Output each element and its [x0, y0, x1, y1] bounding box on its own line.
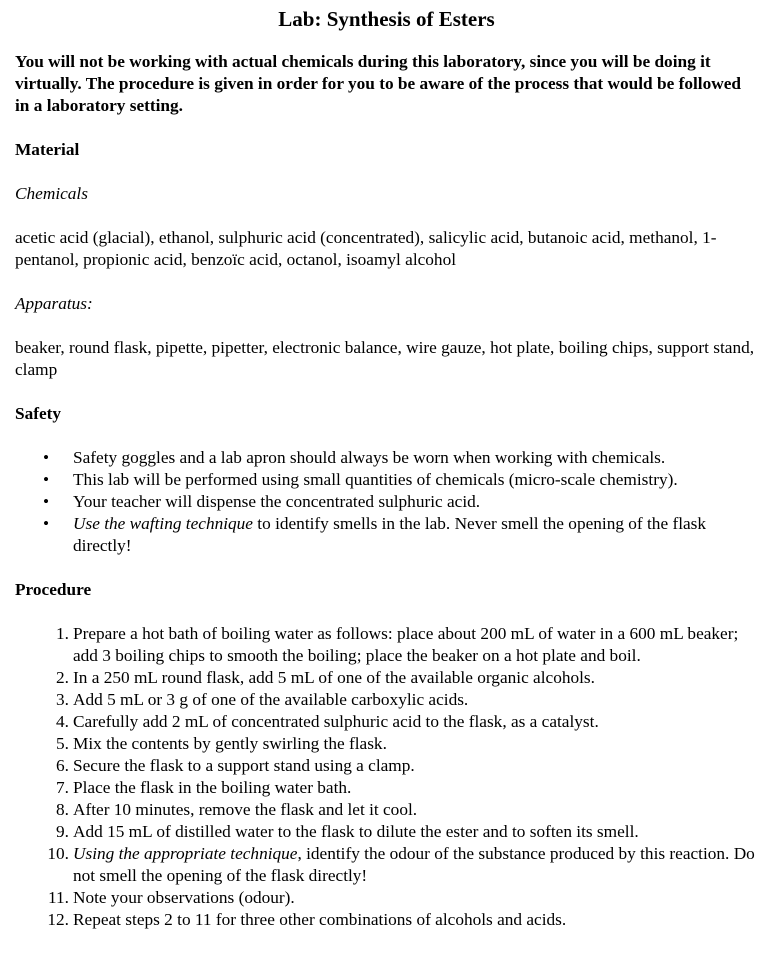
bullet: • [43, 470, 50, 489]
bullet: • [43, 448, 50, 467]
list-item [15, 491, 758, 513]
step-text: In a 250 mL round flask, add 5 mL of one of the available organic alcohols. [73, 668, 595, 687]
step-text: Secure the flask to a support stand using a clamp. [73, 756, 415, 775]
procedure-step [15, 909, 758, 931]
list-item [15, 447, 758, 469]
step-number: 11. [48, 888, 69, 907]
bullet: • [43, 492, 50, 511]
procedure-step [15, 887, 758, 909]
procedure-step [15, 667, 758, 689]
procedure-step [15, 777, 758, 799]
apparatus-heading: Apparatus: [15, 294, 93, 313]
step-text: Place the flask in the boiling water bath. [73, 778, 352, 797]
bullet: • [43, 514, 50, 533]
procedure-step [15, 711, 758, 733]
step-text: Prepare a hot bath of boiling water as follows: place about 200 mL of water in a 600 mL beaker; add 3 boiling chips to smooth the boiling; place the beaker on a hot plate and boil. [73, 624, 739, 665]
list-item [15, 513, 758, 557]
safety-item-emphasis: Use the wafting technique [73, 514, 253, 533]
step-text: Note your observations (odour). [73, 888, 295, 907]
step-number: 5. [56, 734, 69, 753]
step-number: 6. [56, 756, 69, 775]
step-number: 3. [56, 690, 69, 709]
step-number: 2. [56, 668, 69, 687]
step-number: 7. [56, 778, 69, 797]
safety-item-text: This lab will be performed using small quantities of chemicals (micro-scale chemistry). [73, 470, 678, 489]
step-number: 12. [47, 910, 69, 929]
procedure-step [15, 821, 758, 843]
step-text: Add 15 mL of distilled water to the flask to dilute the ester and to soften its smell. [73, 822, 639, 841]
safety-heading: Safety [15, 404, 62, 423]
step-number: 8. [56, 800, 69, 819]
step-text: Mix the contents by gently swirling the flask. [73, 734, 387, 753]
step-number: 9. [56, 822, 69, 841]
apparatus-list: beaker, round flask, pipette, pipetter, electronic balance, wire gauze, hot plate, boiling chips, support stand, clamp [15, 338, 755, 379]
step-emphasis: Using the appropriate technique [73, 844, 298, 863]
step-text: After 10 minutes, remove the flask and let it cool. [73, 800, 418, 819]
step-number: 10. [47, 844, 69, 863]
step-text: Carefully add 2 mL of concentrated sulphuric acid to the flask, as a catalyst. [73, 712, 599, 731]
material-heading: Material [15, 140, 80, 159]
chemicals-list: acetic acid (glacial), ethanol, sulphuric acid (concentrated), salicylic acid, butanoic acid, methanol, 1-pentanol, propionic acid, benzoïc acid, octanol, isoamyl alcohol [15, 228, 717, 269]
procedure-step [15, 689, 758, 711]
safety-item-text: Safety goggles and a lab apron should always be worn when working with chemicals. [73, 448, 666, 467]
procedure-heading: Procedure [15, 580, 92, 599]
chemicals-heading: Chemicals [15, 184, 88, 203]
safety-item-text: Your teacher will dispense the concentrated sulphuric acid. [73, 492, 481, 511]
intro-paragraph: You will not be working with actual chemicals during this laboratory, since you will be doing it virtually. The procedure is given in order for you to be aware of the process that would be followed in a laboratory setting. [15, 52, 741, 115]
safety-item-text: to identify smells in the lab. Never smell the opening of the flask directly! [73, 514, 707, 555]
step-number: 4. [56, 712, 69, 731]
procedure-step [15, 843, 758, 887]
procedure-step [15, 733, 758, 755]
step-text: Repeat steps 2 to 11 for three other combinations of alcohols and acids. [73, 910, 567, 929]
page-title: Lab: Synthesis of Esters [278, 7, 495, 31]
safety-list [15, 447, 758, 557]
step-text: , identify the odour of the substance produced by this reaction. Do not smell the opening of the flask directly! [73, 844, 755, 885]
step-number: 1. [56, 624, 69, 643]
list-item [15, 469, 758, 491]
procedure-list [15, 623, 758, 931]
procedure-step [15, 799, 758, 821]
procedure-step [15, 623, 758, 667]
step-text: Add 5 mL or 3 g of one of the available carboxylic acids. [73, 690, 469, 709]
procedure-step [15, 755, 758, 777]
